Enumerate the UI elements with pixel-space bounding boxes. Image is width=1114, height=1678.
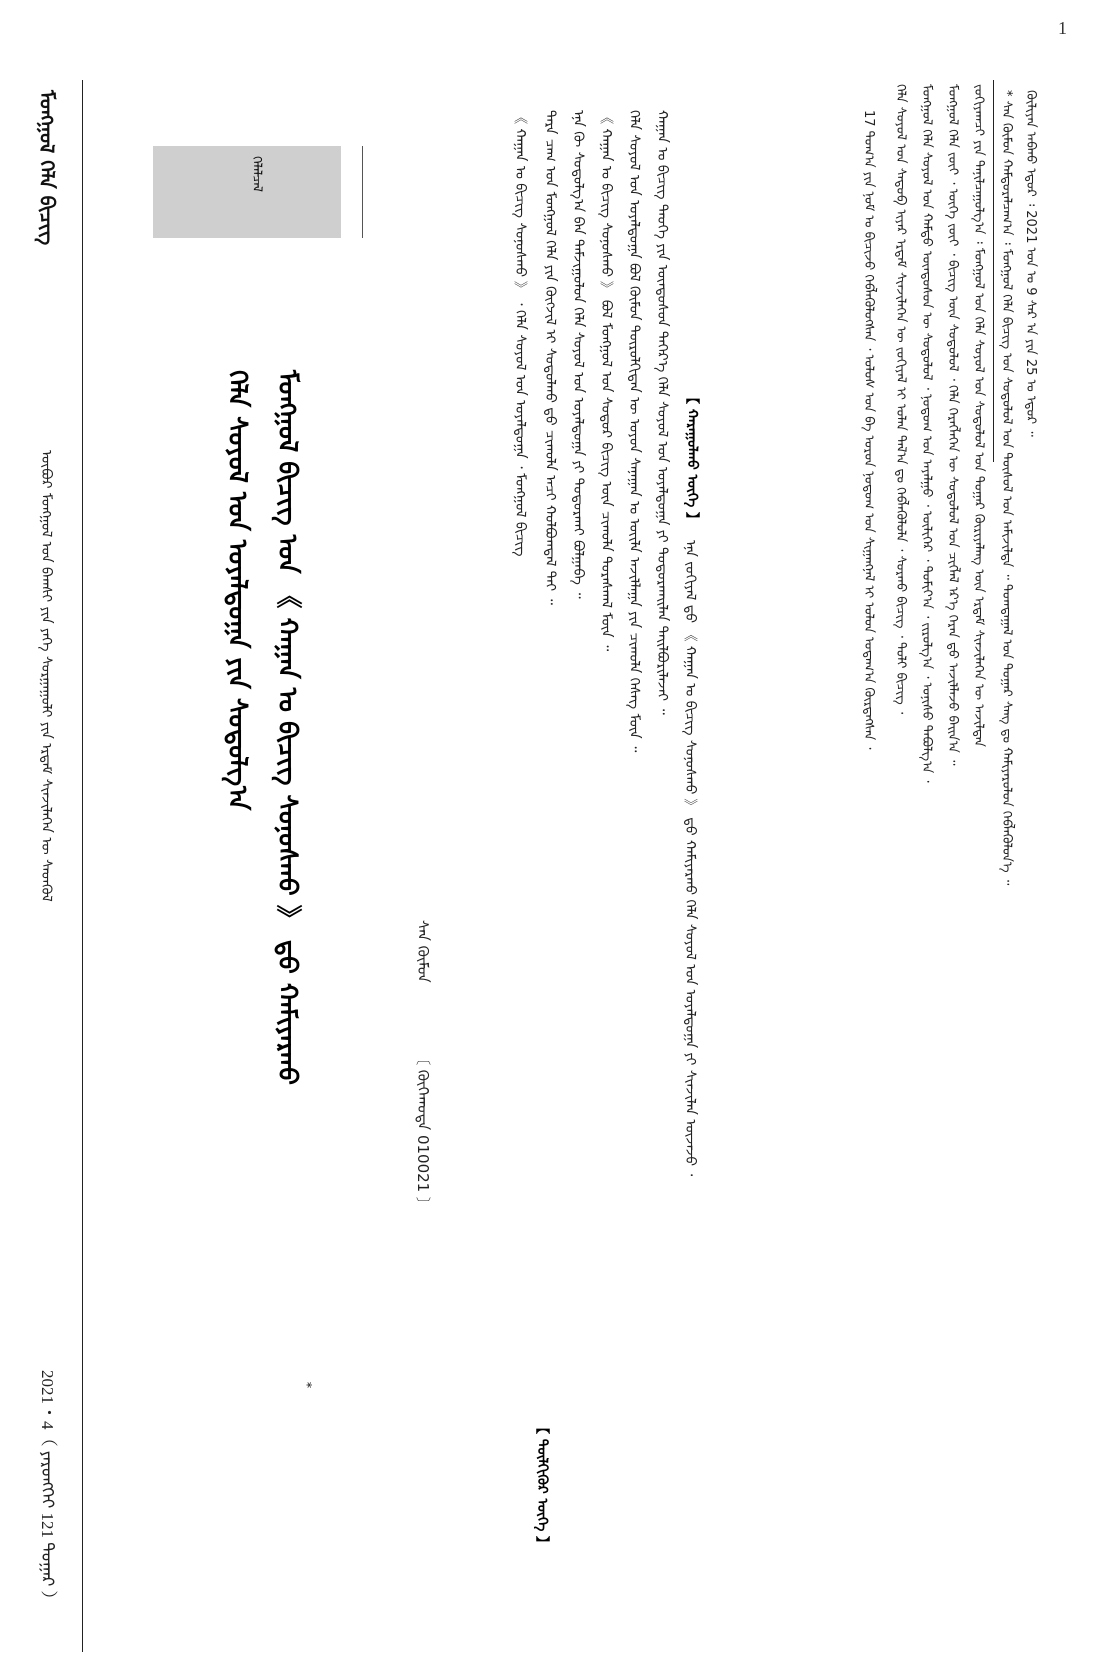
article-category-box bbox=[153, 146, 341, 238]
journal-short-name: ᠮᠣᠩᠭᠣᠯ ᠬᠡᠯᠡ ᠪᠢᠴᠢᠭ bbox=[35, 90, 59, 246]
footnote-line: ᠵᠣᠬᠢᠶᠠᠭᠴᠢ ᠶᠢᠨ ᠲᠠᠨᠢᠯᠴᠠᠭᠤᠯᠭ᠎ᠠ ᠄ ᠮᠣᠩᠭᠣᠯ ᠤᠨ ᠬᠡᠯᠡ ᠰᠣᠶᠣᠯ ᠤᠨ ᠰᠤᠳᠤᠯᠤᠯ ᠤᠨ ᠳᠤᠭᠠᠷ ᠬᠦᠷᠢᠶᠡᠯᠡᠩ ᠦᠨ ᠡᠷᠳᠡᠮ ᠰᠢᠨᠵᠢᠯᠡᠭᠡᠨ ᠦ ᠠᠵᠢᠯᠲᠠᠨ bbox=[971, 84, 986, 747]
footnote-line: ᠬᠡᠯᠡ ᠰᠣᠶᠣᠯ ᠤᠨ ᠰᠡᠳᠦᠪ ᠢᠶᠡᠷ ᠡᠷᠳᠡᠮ ᠰᠢᠨᠵᠢᠯᠡᠭᠡᠨ ᠦ ᠵᠣᠬᠢᠶᠠᠯ ᠢ ᠣᠯᠠᠨ ᠲᠠᠯ᠎ᠠ ᠳᠤ ᠬᠡᠪᠯᠡᠭᠦᠯᠦᠯᠡ ᠂ ᠰᠤᠷᠬᠤ ᠪᠢᠴᠢᠭ ᠂ ᠲᠣᠯᠢ ᠪᠢᠴᠢᠭ ᠂ bbox=[893, 84, 908, 715]
article-title-line-2: ᠬᠡᠯᠡ ᠰᠣᠶᠣᠯ ᠤᠨ ᠤᠶᠠᠯᠳᠤᠭᠠ ᠶᠢᠨ ᠰᠤᠳᠤᠯᠭ᠎ᠠ bbox=[222, 370, 252, 811]
abstract-line: ᠬᠠᠭᠠᠨ ᠤ ᠪᠢᠴᠢᠭ ᠲᠡᠦᠬᠡ ᠶᠢᠨ ᠦᠨᠳᠦᠰᠦᠨ ᠳᠡᠭᠡᠷ᠎ᠡ ᠬᠡᠯᠡ ᠰᠣᠶᠣᠯ ᠤᠨ ᠤᠶᠠᠯᠳᠤᠭᠠ ᠶᠢ ᠲᠣᠳᠤᠷᠬᠠᠢᠯᠠᠨ ᠲᠠᠢᠯᠪᠤᠷᠢᠯᠠᠵᠠᠢ ᠃ bbox=[654, 110, 670, 715]
abstract-line: 《 ᠬᠠᠭᠠᠨ ᠤ ᠪᠢᠴᠢᠭ ᠰᠣᠨᠤᠰᠬᠤ 》 ᠪᠣᠯ ᠮᠣᠩᠭᠣᠯ ᠤᠨ ᠰᠤᠳᠤᠷ ᠪᠢᠴᠢᠭ ᠦᠨ ᠴᠢᠬᠤᠯᠠ ᠳᠤᠷᠠᠰᠬᠠᠯ ᠮᠥᠨ ᠃ bbox=[598, 110, 614, 652]
abstract-line: ᠲᠡᠷᠡ ᠴᠠᠭ ᠤᠨ ᠮᠣᠩᠭᠣᠯ ᠬᠡᠯᠡ ᠶᠢᠨ ᠬᠥᠭᠵᠢᠯ ᠢ ᠰᠤᠳᠤᠯᠬᠤ ᠳ᠋ᠤ ᠴᠢᠬᠤᠯᠠ ᠠᠴᠢ ᠬᠣᠯᠪᠣᠭᠳᠠᠯ ᠲᠠᠢ ᠃ bbox=[542, 110, 558, 605]
footnote-line: * ᠰᠠᠨ ᠬᠥᠮᠦᠨ ᠬᠠᠮᠲᠤᠷᠠᠯᠴᠠᠭ᠎ᠠ ᠄ ᠮᠣᠩᠭᠣᠯ ᠬᠡᠯᠡ ᠪᠢᠴᠢᠭ ᠤᠨ ᠰᠤᠳᠤᠯᠤᠯ ᠤᠨ ᠲᠥᠰᠥᠯ ᠤᠨ ᠠᠮᠢᠵᠢᠯᠲᠠ ᠃ ᠲᠣᠭᠲᠠᠭᠠᠯ ᠤᠨ ᠳᠤᠭᠠᠷ ᠰᠠᠩ ᠳᠤ ᠬᠠᠮᠢᠶᠠᠷᠤᠯᠤᠨ ᠬᠡᠪᠯᠡᠭᠦᠯᠦᠨ᠎ᠡ ᠃ bbox=[999, 90, 1014, 886]
footnote-line: 17 ᠲᠣᠭ᠎ᠠ ᠶᠢᠨ ᠨᠣᠮ ᠣ ᠪᠢᠴᠢᠵᠦ ᠬᠡᠪᠯᠡᠭᠦᠯᠦᠭᠰᠡᠨ ᠂ ᠤᠯᠤᠰ ᠤᠨ ᠪᠠ ᠣᠷᠤᠨ ᠨᠤᠲᠤᠭ ᠤᠨ ᠰᠢᠭᠠᠩᠨᠠᠯ ᠢ ᠣᠯᠤᠨ ᠤᠳᠠᠭ᠎ᠠ ᠬᠦᠷᠲᠡᠭᠰᠡᠨ ᠂ bbox=[861, 110, 876, 750]
category-box-rule bbox=[362, 146, 363, 238]
title-footnote-marker: * bbox=[300, 1382, 314, 1388]
keywords-heading: 【 ᠲᠦᠯᠬᠢᠭᠦᠷ ᠦᠭᠡ 】 bbox=[534, 1420, 550, 1551]
article-title-line-1: ᠮᠣᠩᠭᠣᠯ ᠪᠢᠴᠢᠭ ᠤᠨ 《 ᠬᠠᠭᠠᠨ ᠤ ᠪᠢᠴᠢᠭ ᠰᠣᠨᠤᠰᠬᠤ 》 ᠳ᠋ᠤ ᠬᠠᠮᠢᠶᠠᠷᠬᠤ bbox=[272, 370, 302, 1085]
footnote-line: ᠮᠣᠩᠭᠣᠯ ᠬᠡᠯᠡ ᠵᠦᠢ ᠂ ᠦᠭᠡ ᠵᠦᠢ ᠂ ᠪᠢᠴᠢᠭ ᠦᠨ ᠰᠤᠳᠤᠯᠤᠯ ᠂ ᠬᠡᠯᠡ ᠬᠡᠷᠡᠭᠯᠡᠭᠡᠨ ᠦ ᠰᠤᠳᠤᠯᠤᠯ ᠤᠨ ᠴᠢᠭᠯᠡᠯ ᠡᠷ᠎ᠡ ᠭᠡᠷᠡᠨ ᠳ᠋ᠦ ᠠᠵᠢᠯᠯᠠᠵᠤ ᠪᠠᠢᠨ᠎ᠠ ᠃ bbox=[945, 84, 960, 766]
footnote-line: ᠮᠣᠩᠭᠣᠯ ᠬᠡᠯᠡ ᠰᠣᠶᠣᠯ ᠤᠨ ᠬᠠᠮᠲᠤ ᠦᠨᠳᠦᠰᠦᠨ ᠦ ᠰᠤᠳᠤᠯᠤᠯ ᠂ ᠨᠤᠲᠤᠭ ᠤᠨ ᠠᠶᠠᠯᠭᠤ ᠂ ᠦᠯᠢᠭᠡᠷ ᠂ ᠲᠣᠮᠢᠶ᠎ᠠ ᠂ ᠵᠢᠷᠤᠯᠭ᠎ᠠ ᠂ ᠣᠨᠢᠰᠤ ᠳᠠᠪᠤᠯᠭ᠎ᠠ ᠂ bbox=[919, 84, 934, 783]
journal-full-name: ᠥᠪᠦᠷ ᠮᠣᠩᠭᠣᠯ ᠤᠨ ᠪᠠᠭᠰᠢ ᠶᠢᠨ ᠶᠡᠬᠡ ᠰᠤᠷᠭᠠᠭᠤᠯᠢ ᠶᠢᠨ ᠡᠷᠳᠡᠮ ᠰᠢᠨᠵᠢᠯᠡᠭᠡᠨ ᠦ ᠰᠡᠳᠬᠦᠯ bbox=[38, 450, 54, 902]
footnote-line: ᠬᠦᠯᠢᠶᠡᠨ ᠠᠪᠬᠤ ᠡᠳᠦᠷ ᠄ 2021 ᠣᠨ ᠤ 9 ᠰᠠᠷ ᠠ ᠶᠢᠨ 25 ᠤ ᠡᠳᠦᠷ ᠃ bbox=[1023, 90, 1038, 437]
keywords-text: 《 ᠬᠠᠭᠠᠨ ᠤ ᠪᠢᠴᠢᠭ ᠰᠣᠨᠤᠰᠬᠤ 》 ᠂ ᠬᠡᠯᠡ ᠰᠣᠶᠣᠯ ᠤᠨ ᠤᠶᠠᠯᠳᠤᠭᠠ ᠂ ᠮᠣᠩᠭᠣᠯ ᠪᠢᠴᠢᠭ bbox=[512, 110, 528, 557]
journal-issue-info: 2021・4（ ᠶᠡᠷᠦᠩᠬᠡᠢ 121 ᠳᠤᠭᠠᠷ ） bbox=[38, 1370, 57, 1608]
abstract-line: ᠬᠡᠯᠡ ᠰᠣᠶᠣᠯ ᠤᠨ ᠤᠶᠠᠯᠳᠤᠭᠠ ᠪᠣᠯ ᠬᠦᠮᠦᠨ ᠲᠥᠷᠦᠯᠬᠢᠲᠡᠨ ᠦ ᠣᠶᠤᠨ ᠰᠠᠨᠠᠭᠠᠨ ᠤ ᠦᠢᠯᠡ ᠠᠵᠢᠯᠯᠠᠭᠠ ᠶᠢᠨ ᠴᠢᠬᠤᠯᠠ ᠬᠡᠰᠡᠭ ᠮᠥᠨ ᠃ bbox=[626, 110, 642, 753]
author-affiliation: 〔 ᠬᠥᠬᠡᠬᠣᠲᠠ 010021 〕 bbox=[414, 1050, 432, 1212]
author-name: ᠰᠠᠨ ᠬᠥᠮᠦᠨ bbox=[414, 920, 432, 983]
abstract-line: ᠡᠨᠡ ᠬᠦ ᠰᠤᠳᠤᠯᠭ᠎ᠠ ᠪᠠᠨ ᠳᠠᠮᠵᠢᠭᠤᠯᠤᠨ ᠬᠡᠯᠡ ᠰᠣᠶᠣᠯ ᠤᠨ ᠤᠶᠠᠯᠳᠤᠭᠠ ᠶᠢ ᠲᠣᠳᠤᠷᠬᠠᠢ ᠪᠣᠯᠭᠠᠪᠠ ᠃ bbox=[570, 110, 586, 599]
abstract-heading: 【 ᠬᠠᠷᠠᠭᠤᠯᠬᠤ ᠦᠭᠡ 】 bbox=[684, 390, 700, 527]
footnote-divider bbox=[993, 80, 994, 462]
running-header-rule bbox=[82, 80, 83, 1652]
article-category-label: ᠬᠡᠯᠡᠯᠴᠡᠯ bbox=[249, 156, 264, 192]
abstract-line: ᠡᠨᠡ ᠵᠣᠬᠢᠶᠠᠯ ᠳ᠋ᠤ 《 ᠬᠠᠭᠠᠨ ᠤ ᠪᠢᠴᠢᠭ ᠰᠣᠨᠤᠰᠬᠤ 》 ᠳ᠋ᠤ ᠬᠠᠮᠢᠶᠠᠷᠬᠤ ᠬᠡᠯᠡ ᠰᠣᠶᠣᠯ ᠤᠨ ᠤᠶᠠᠯᠳᠤᠭᠠ ᠶᠢ ᠰᠢᠨᠵᠢᠯᠡᠨ ᠦᠵᠡᠵᠦ ᠂ bbox=[682, 540, 698, 1177]
page-number: 1 bbox=[1058, 18, 1067, 38]
